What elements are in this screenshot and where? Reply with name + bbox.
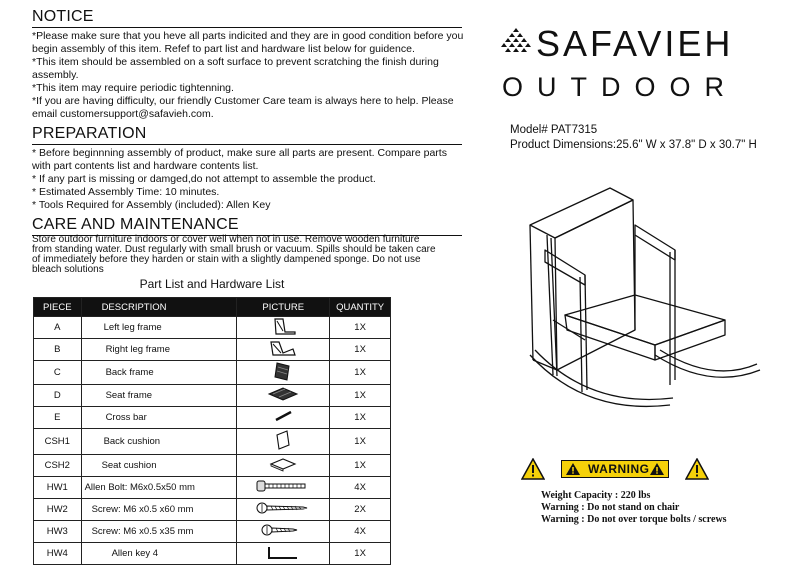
picture-cell (237, 455, 330, 477)
notice-line: assembly. (32, 69, 79, 81)
screw-60-icon (253, 500, 313, 516)
description-cell: Back frame (81, 361, 237, 385)
care-body (32, 235, 436, 275)
picture-cell (237, 407, 330, 429)
parts-table-header (34, 298, 391, 317)
warning-banner (561, 460, 669, 478)
preparation-line: with part contents list and hardware contents list. (32, 160, 259, 172)
warning-triangle-icon (685, 458, 709, 480)
seat-frame-icon (263, 385, 303, 403)
picture-cell (237, 385, 330, 407)
description-cell: Seat cushion (81, 455, 237, 477)
screw-35-icon (253, 522, 313, 538)
preparation-line: * Estimated Assembly Time: 10 minutes. (32, 186, 220, 198)
description-cell: Allen key 4 (81, 543, 237, 565)
brand-subtitle: OUTDOOR (502, 72, 738, 102)
rocking-chair-illustration-icon (525, 180, 765, 420)
description-cell: Right leg frame (81, 339, 237, 361)
notice-line: *This item may require periodic tightenning. (32, 82, 234, 94)
header-piece: PIECE (34, 298, 82, 317)
warning-label: WARNING (588, 462, 650, 476)
quantity-cell: 1X (330, 385, 391, 407)
piece-cell: CSH1 (34, 429, 82, 455)
quantity-cell: 1X (330, 455, 391, 477)
notice-divider (32, 27, 462, 28)
description-cell: Back cushion (81, 429, 237, 455)
quantity-cell: 1X (330, 361, 391, 385)
table-row (34, 361, 391, 385)
weight-capacity-line: Weight Capacity : 220 lbs (541, 490, 651, 501)
left-leg-frame-icon (263, 317, 303, 335)
table-row (34, 407, 391, 429)
care-line: Store outdoor furniture indoors or cover well when not in use. Remove wooden furniture (32, 234, 420, 245)
description-cell: Allen Bolt: M6x0.5x50 mm (81, 477, 237, 499)
header-quantity: QUANTITY (330, 298, 391, 317)
care-heading: CARE AND MAINTENANCE (32, 216, 239, 233)
picture-cell (237, 499, 330, 521)
table-row (34, 455, 391, 477)
table-row (34, 499, 391, 521)
preparation-line: * If any part is missing or damged,do not attempt to assemble the product. (32, 173, 376, 185)
preparation-body (32, 147, 447, 212)
table-row (34, 317, 391, 339)
piece-cell: HW2 (34, 499, 82, 521)
piece-cell: A (34, 317, 82, 339)
picture-cell (237, 339, 330, 361)
preparation-divider (32, 144, 462, 145)
table-row (34, 521, 391, 543)
piece-cell: B (34, 339, 82, 361)
notice-body (32, 30, 463, 121)
parts-list-title: Part List and Hardware List (139, 277, 285, 291)
safavieh-triangle-logo-icon (500, 28, 532, 56)
table-row (34, 477, 391, 499)
notice-line: begin assembly of this item. Refef to part list and hardware list below for guidence. (32, 43, 415, 55)
description-cell: Screw: M6 x0.5 x60 mm (81, 499, 237, 521)
back-frame-icon (263, 361, 303, 381)
piece-cell: D (34, 385, 82, 407)
care-line: of immediately before they harden or stain with a slightly dampened sponge. Do not use (32, 254, 421, 265)
care-line: from standing water. Dust regularly with small brush or vacuum. Spills should be taken care (32, 244, 436, 255)
allen-key-icon (253, 543, 313, 561)
cross-bar-icon (263, 408, 303, 424)
piece-cell: HW4 (34, 543, 82, 565)
table-row (34, 429, 391, 455)
notice-line: *Please make sure that you heve all parts indicited and they are in good condition before you (32, 30, 464, 42)
picture-cell (237, 521, 330, 543)
quantity-cell: 1X (330, 543, 391, 565)
table-row (34, 385, 391, 407)
care-line: bleach solutions (32, 264, 104, 275)
quantity-cell: 1X (330, 317, 391, 339)
allen-bolt-icon (253, 478, 313, 494)
piece-cell: HW3 (34, 521, 82, 543)
preparation-heading: PREPARATION (32, 125, 147, 142)
quantity-cell: 1X (330, 339, 391, 361)
model-number: Model# PAT7315 (510, 124, 598, 136)
seat-cushion-icon (263, 455, 303, 473)
picture-cell (237, 361, 330, 385)
description-cell: Seat frame (81, 385, 237, 407)
notice-heading: NOTICE (32, 8, 94, 25)
notice-line: *If you are having difficulty, our friendly Customer Care team is always here to help. Please (32, 95, 454, 107)
picture-cell (237, 477, 330, 499)
picture-cell (237, 429, 330, 455)
piece-cell: E (34, 407, 82, 429)
quantity-cell: 2X (330, 499, 391, 521)
quantity-cell: 4X (330, 477, 391, 499)
warning-small-triangle-icon (565, 462, 581, 476)
picture-cell (237, 543, 330, 565)
product-dimensions: Product Dimensions:25.6" W x 37.8" D x 30.7" H (510, 139, 757, 151)
quantity-cell: 1X (330, 407, 391, 429)
warning-stand-line: Warning : Do not stand on chair (541, 502, 680, 513)
piece-cell: C (34, 361, 82, 385)
table-row (34, 543, 391, 565)
preparation-line: * Before beginnning assembly of product, make sure all parts are present. Compare parts (32, 147, 447, 159)
notice-line: email customersupport@safavieh.com. (32, 108, 214, 120)
right-leg-frame-icon (263, 339, 303, 357)
header-description: DESCRIPTION (81, 298, 237, 317)
description-cell: Cross bar (81, 407, 237, 429)
quantity-cell: 4X (330, 521, 391, 543)
picture-cell (237, 317, 330, 339)
notice-line: *This item should be assembled on a soft surface to prevent scratching the finish during (32, 56, 439, 68)
back-cushion-icon (263, 429, 303, 451)
warning-triangle-icon (521, 458, 545, 480)
header-picture: PICTURE (237, 298, 330, 317)
description-cell: Screw: M6 x0.5 x35 mm (81, 521, 237, 543)
preparation-line: * Tools Required for Assembly (included): Allen Key (32, 199, 271, 211)
warning-torque-line: Warning : Do not over torque bolts / screws (541, 514, 727, 525)
parts-table (33, 297, 391, 565)
piece-cell: HW1 (34, 477, 82, 499)
piece-cell: CSH2 (34, 455, 82, 477)
table-row (34, 339, 391, 361)
warning-small-triangle-icon (649, 462, 665, 476)
description-cell: Left leg frame (81, 317, 237, 339)
quantity-cell: 1X (330, 429, 391, 455)
brand-name: SAFAVIEH (536, 23, 734, 64)
